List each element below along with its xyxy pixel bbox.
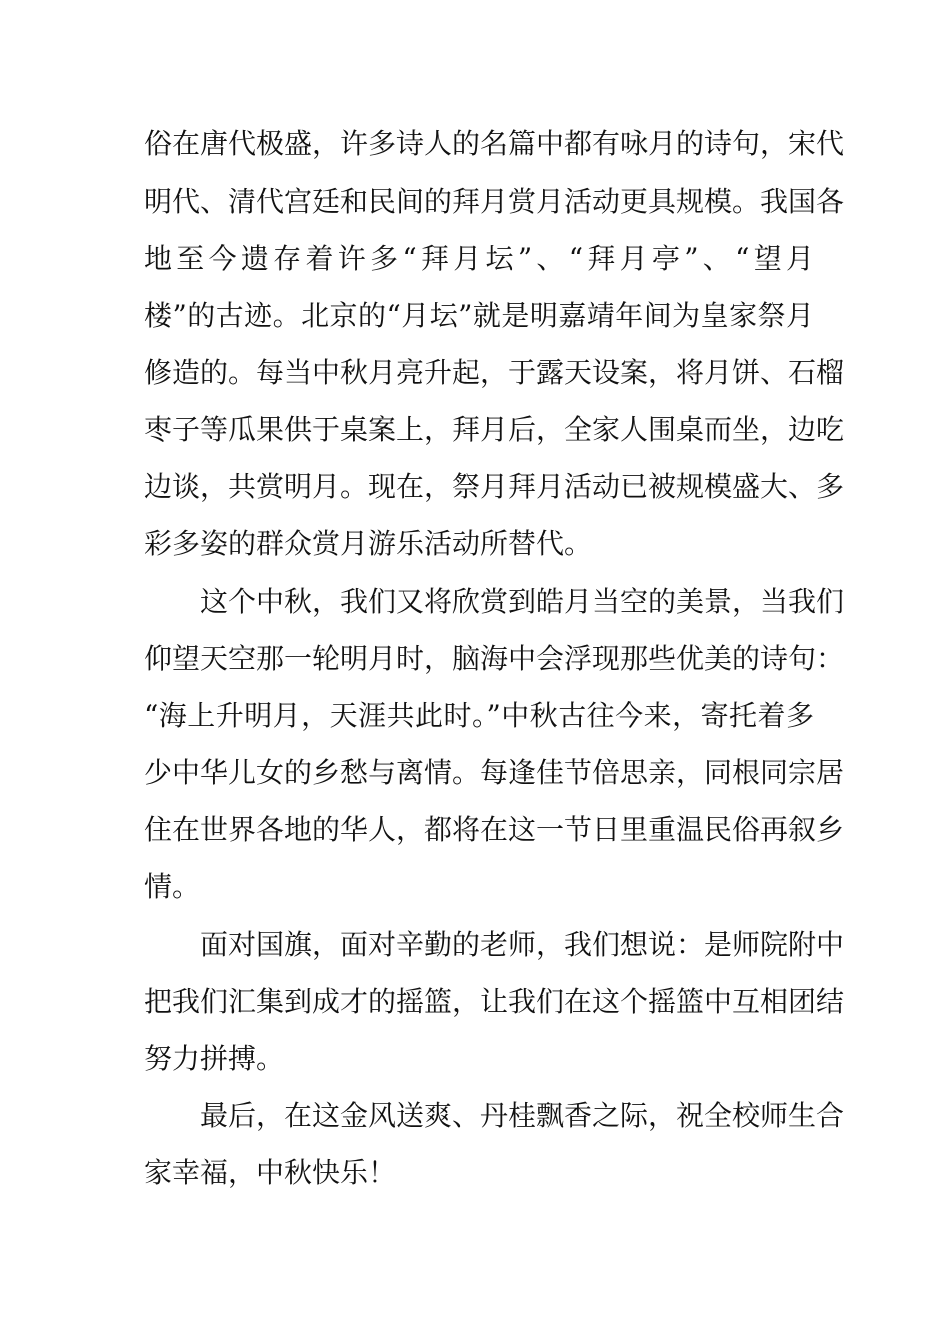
text-line: 地至今遗存着许多“拜月坛”、“拜月亭”、“望月 (144, 242, 814, 275)
text-line: 少中华儿女的乡愁与离情。每逢佳节倍思亲，同根同宗居 (144, 756, 845, 789)
text-line: 情。 (144, 870, 201, 903)
text-line: 仰望天空那一轮明月时，脑海中会浮现那些优美的诗句： (144, 642, 845, 675)
text-line: 家幸福，中秋快乐！ (144, 1156, 397, 1189)
text-line: 最后，在这金风送爽、丹桂飘香之际，祝全校师生合 (200, 1099, 845, 1132)
text-line: 面对国旗，面对辛勤的老师，我们想说：是师院附中 (200, 928, 845, 961)
text-line: 住在世界各地的华人，都将在这一节日里重温民俗再叙乡 (144, 813, 845, 846)
text-line: 彩多姿的群众赏月游乐活动所替代。 (144, 527, 593, 560)
text-line: 边谈，共赏明月。现在，祭月拜月活动已被规模盛大、多 (144, 470, 845, 503)
text-line: 这个中秋，我们又将欣赏到皓月当空的美景，当我们 (200, 585, 845, 618)
text-line: 俗在唐代极盛，许多诗人的名篇中都有咏月的诗句，宋代 (144, 127, 845, 160)
text-line: 明代、清代宫廷和民间的拜月赏月活动更具规模。我国各 (144, 185, 845, 218)
text-line: 努力拼搏。 (144, 1042, 285, 1075)
text-line: 修造的。每当中秋月亮升起，于露天设案，将月饼、石榴 (144, 356, 845, 389)
text-line: 楼”的古迹。北京的“月坛”就是明嘉靖年间为皇家祭月 (144, 299, 814, 332)
text-line: 把我们汇集到成才的摇篮，让我们在这个摇篮中互相团结 (144, 985, 845, 1018)
text-line: 枣子等瓜果供于桌案上，拜月后，全家人围桌而坐，边吃 (144, 413, 845, 446)
text-line: “海上升明月，天涯共此时。”中秋古往今来，寄托着多 (144, 699, 814, 732)
